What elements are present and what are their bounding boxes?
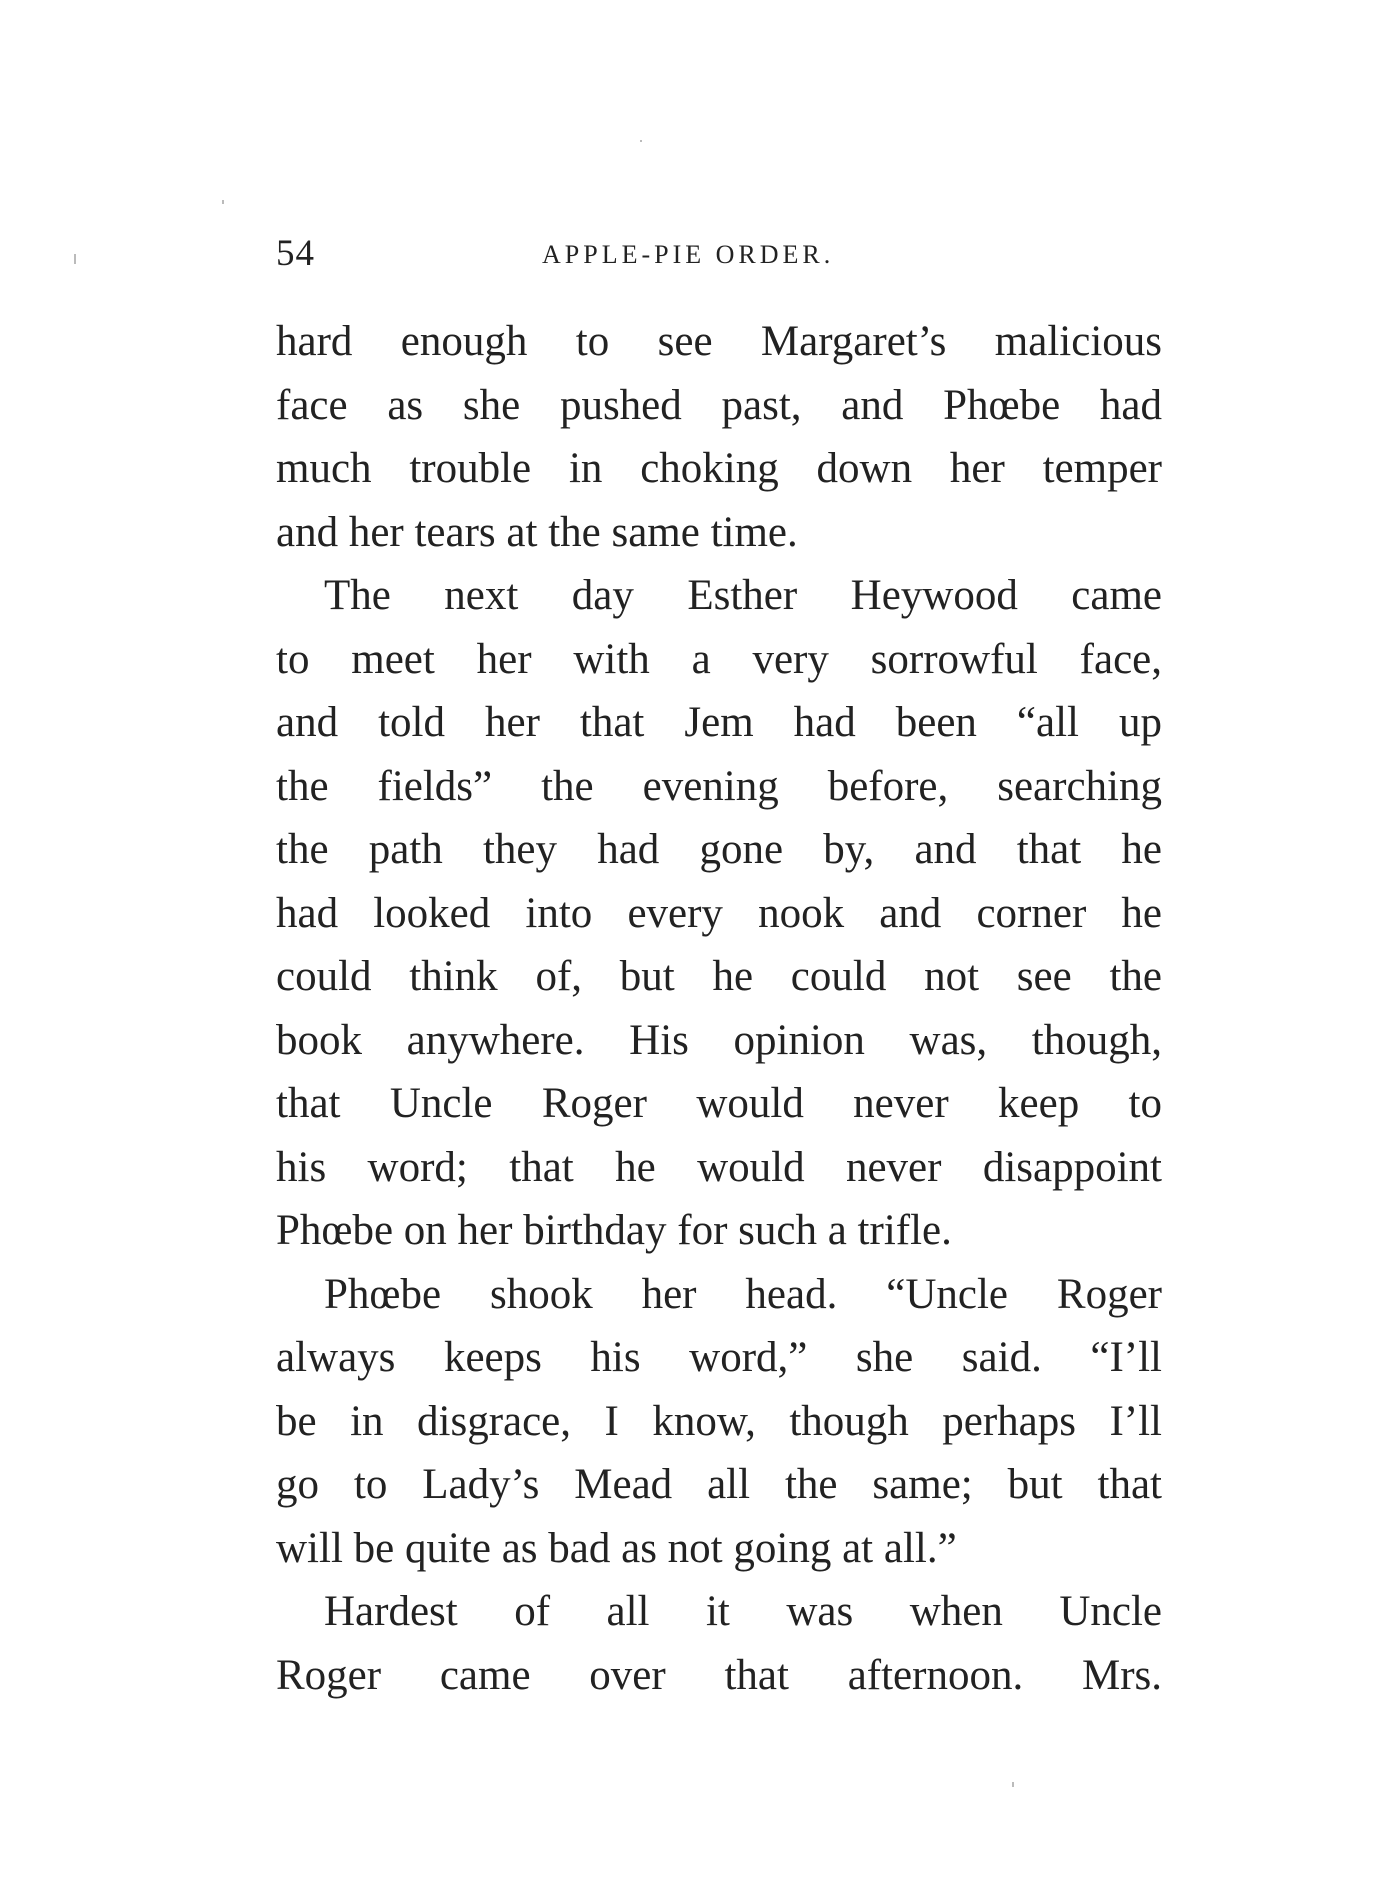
text-line: Hardest of all it was when Uncle — [324, 1588, 1162, 1635]
text-line: to meet her with a very sorrowful face, — [276, 635, 1162, 683]
running-title: APPLE-PIE ORDER. — [542, 240, 835, 269]
text-line: always keeps his word,” she said. “I’ll — [276, 1334, 1162, 1381]
text-line: the fields” the evening before, searching — [276, 762, 1162, 810]
text-line: will be quite as bad as not going at all.” — [276, 1524, 957, 1572]
scan-speck — [222, 200, 224, 204]
text-line: hard enough to see Margaret’s malicious — [276, 318, 1162, 365]
text-line: could think of, but he could not see the — [276, 953, 1162, 1000]
scan-speck — [640, 140, 642, 142]
text-line: the path they had gone by, and that he — [276, 826, 1162, 873]
text-line: had looked into every nook and corner he — [276, 889, 1162, 937]
text-line: his word; that he would never disappoint — [276, 1143, 1162, 1191]
text-line: Roger came over that afternoon. Mrs. — [276, 1651, 1162, 1699]
text-line: that Uncle Roger would never keep to — [276, 1080, 1162, 1127]
scan-speck — [1012, 1782, 1014, 1787]
text-line: much trouble in choking down her temper — [276, 445, 1162, 492]
text-line: and told her that Jem had been “all up — [276, 699, 1162, 746]
text-line: be in disgrace, I know, though perhaps I’ll — [276, 1397, 1162, 1445]
text-line: and her tears at the same time. — [276, 508, 798, 556]
text-line: The next day Esther Heywood came — [324, 572, 1162, 619]
text-line: Phœbe shook her head. “Uncle Roger — [324, 1270, 1162, 1318]
text-line: Phœbe on her birthday for such a trifle. — [276, 1207, 952, 1254]
page-number: 54 — [276, 233, 315, 274]
scan-speck — [74, 254, 76, 264]
text-line: book anywhere. His opinion was, though, — [276, 1016, 1162, 1064]
body-text — [276, 310, 1162, 1707]
page-header — [276, 232, 1166, 272]
text-line: face as she pushed past, and Phœbe had — [276, 381, 1162, 429]
text-line: go to Lady’s Mead all the same; but that — [276, 1461, 1162, 1508]
